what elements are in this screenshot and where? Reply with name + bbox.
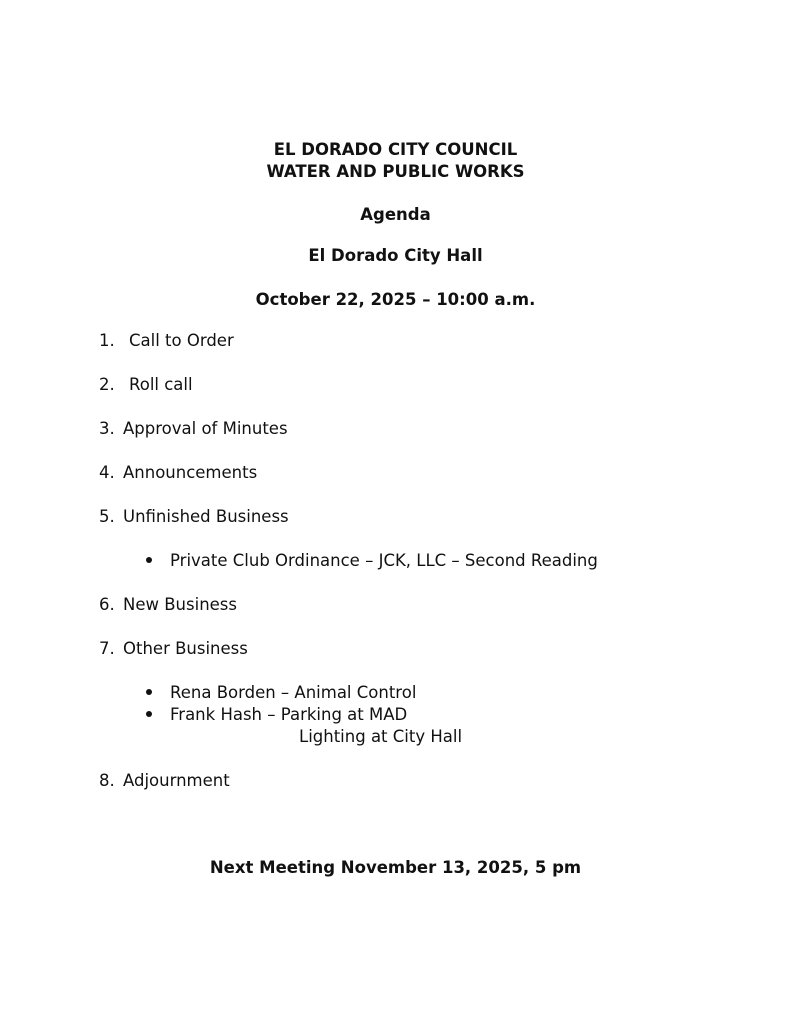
council-title: EL DORADO CITY COUNCIL [273, 140, 518, 159]
meeting-datetime: October 22, 2025 – 10:00 a.m. [255, 290, 536, 309]
agenda-item [99, 770, 230, 792]
committee-title: WATER AND PUBLIC WORKS [266, 162, 525, 181]
item-label: Announcements [123, 463, 258, 482]
item-label: Approval of Minutes [123, 419, 288, 438]
agenda-item [99, 594, 237, 616]
other-business-subitem: Frank Hash – Parking at MAD [170, 705, 408, 724]
item-label: Call to Order [129, 331, 234, 350]
item-number: 3. [99, 419, 115, 438]
item-number: 2. [99, 375, 115, 394]
item-number: 4. [99, 463, 115, 482]
other-business-subitem-continuation: Lighting at City Hall [299, 727, 463, 746]
other-business-subitem: Rena Borden – Animal Control [170, 683, 417, 702]
item-number: 6. [99, 595, 115, 614]
bullet-icon [146, 689, 152, 695]
item-label: Adjournment [123, 771, 230, 790]
document-type: Agenda [360, 205, 431, 224]
agenda-item [99, 418, 288, 440]
item-label: New Business [123, 595, 237, 614]
bullet-icon [146, 711, 152, 717]
item-label: Unfinished Business [123, 507, 289, 526]
item-label: Roll call [129, 375, 193, 394]
item-number: 7. [99, 639, 115, 658]
item-number: 5. [99, 507, 115, 526]
agenda-item [99, 462, 257, 484]
unfinished-business-subitem: Private Club Ordinance – JCK, LLC – Second Reading [170, 551, 598, 570]
item-number: 8. [99, 771, 115, 790]
bullet-icon [146, 557, 152, 563]
agenda-item [99, 638, 248, 660]
item-label: Other Business [123, 639, 248, 658]
next-meeting: Next Meeting November 13, 2025, 5 pm [209, 858, 582, 877]
item-number: 1. [99, 331, 115, 350]
agenda-item [99, 330, 234, 352]
meeting-location: El Dorado City Hall [308, 246, 483, 265]
agenda-item [99, 374, 193, 396]
agenda-item [99, 506, 289, 528]
